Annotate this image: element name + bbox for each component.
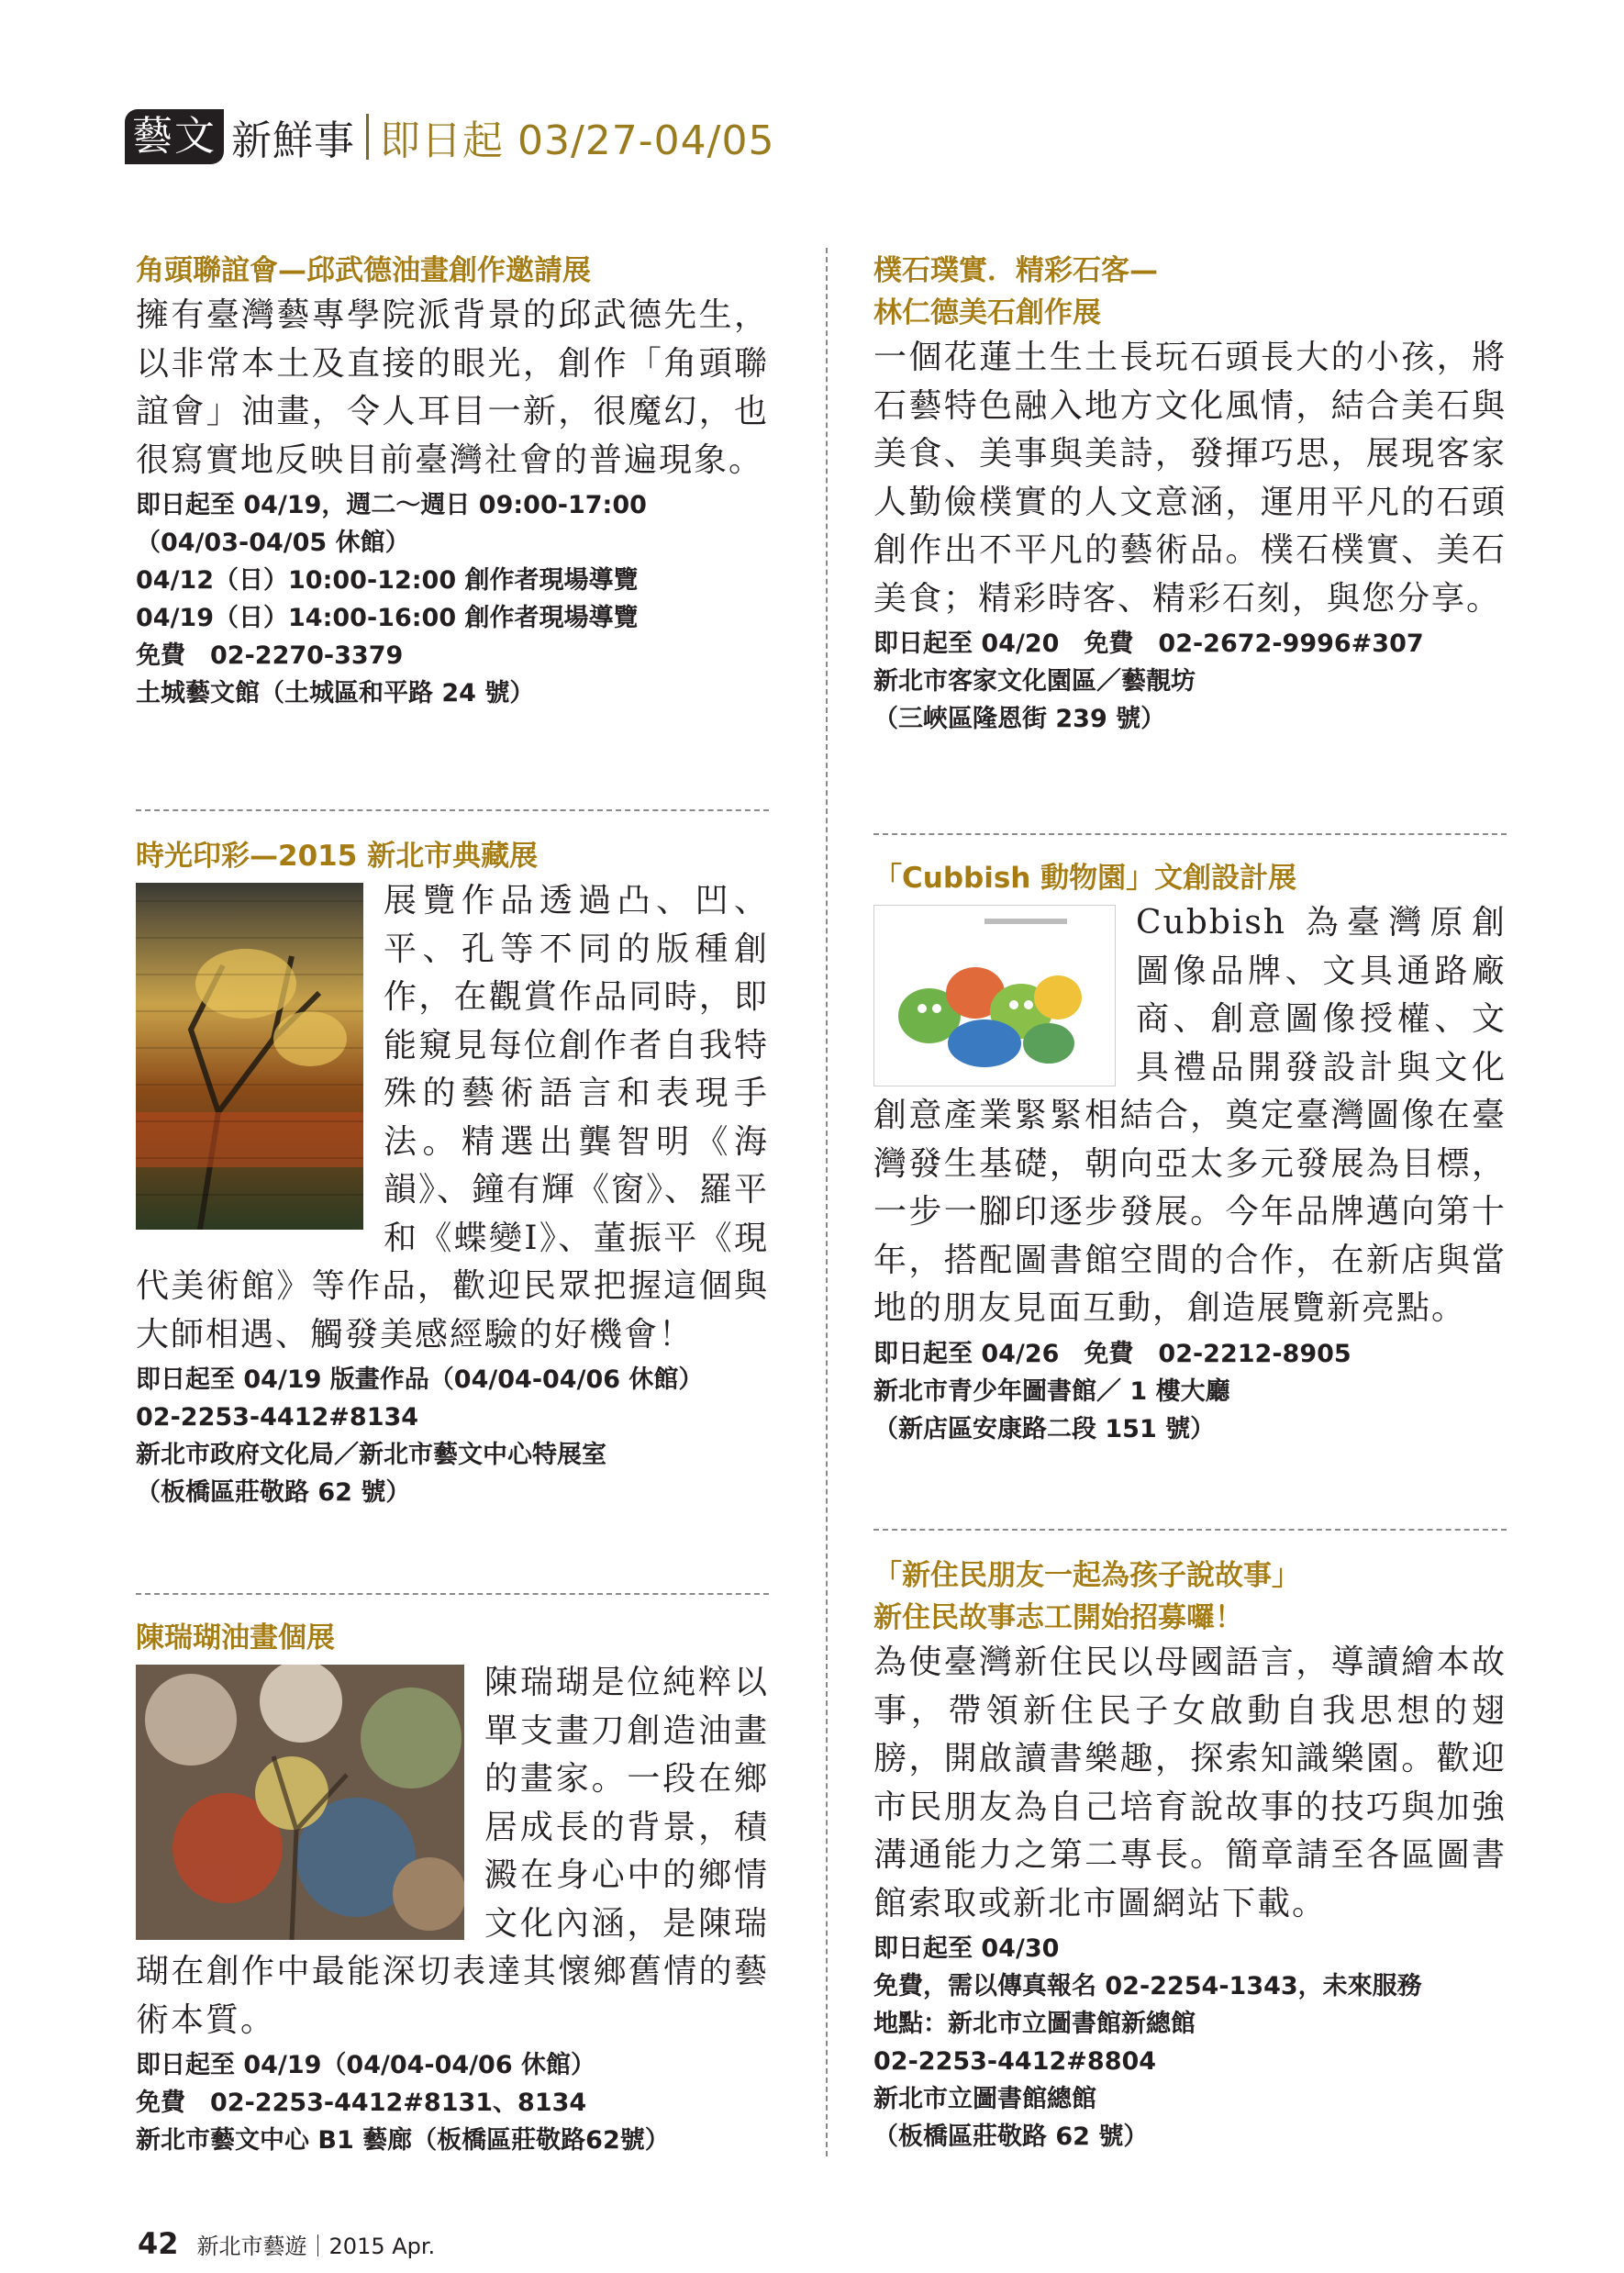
article-info [136,1361,769,1511]
artwork-image [136,1665,464,1940]
page-footer [138,2226,435,2261]
article-card [136,250,769,712]
article-title [873,250,1507,334]
article-card [873,1554,1507,2156]
article-info [873,625,1507,738]
header-date-range: 即日起 03/27-04/05 [380,117,775,164]
page-header [125,108,774,165]
article-card [136,835,769,1511]
article-info [136,486,769,712]
title-line: 「新住民朋友一起為孩子說故事」 [873,1559,1300,1592]
info-line: 即日起至 04/19，週二～週日 09:00-17:00 [136,491,647,519]
article-card [873,857,1507,1448]
article-info [136,2046,769,2159]
section-badge: 藝文 [125,109,224,164]
info-line: 即日起至 04/19 版畫作品（04/04-04/06 休館） [136,1365,704,1394]
info-line: 即日起至 04/26 免費 02-2212-8905 [873,1339,1351,1368]
info-line: 02-2253-4412#8804 [873,2047,1157,2076]
article-body: 為使臺灣新住民以母國語言，導讀繪本故事，帶領新住民子女啟動自我思想的翅膀，開啟讀書樂趣，探索知識樂園。歡迎市民朋友為自己培育說故事的技巧與加強溝通能力之第二專長。簡章請至各區圖書館索取或新北市圖網站下載。 [873,1643,1507,1922]
column-divider [826,248,828,2156]
article-body: 一個花蓮土生土長玩石頭長大的小孩，將石藝特色融入地方文化風情，結合美石與美食、美事與美詩，發揮巧思，展現客家人勤儉樸實的人文意涵，運用平凡的石頭創作出不平凡的藝術品。樸石樸實、美石美食；精彩時客、精彩石刻，與您分享。 [873,339,1507,618]
info-line: 02-2253-4412#8134 [136,1403,419,1432]
article-title: 陳瑞瑚油畫個展 [136,1621,335,1655]
article-body: 展覽作品透過凸、凹、平、孔等不同的版種創作，在觀賞作品同時，即能窺見每位創作者自我特殊的藝術語言和表現手法。精選出龔智明《海韻》、鐘有輝《窗》、羅平和《蝶變I》、董振平《現代美術館》等作品，歡迎民眾把握這個與大師相遇、觸發美感經驗的好機會！ [136,882,770,1354]
article-title: 角頭聯誼會—邱武德油畫創作邀請展 [136,254,591,287]
info-line: 新北市青少年圖書館／ 1 樓大廳 [873,1376,1230,1406]
product-image [873,905,1116,1086]
title-line: 新住民故事志工開始招募囉！ [873,1601,1243,1634]
article-info [873,1335,1507,1448]
info-line: （三峽區隆恩街 239 號） [873,705,1166,733]
page-number: 42 [138,2226,179,2261]
artwork-image [136,883,363,1230]
publication-name: 新北市藝遊｜2015 Apr. [196,2234,436,2259]
article-card [136,1617,769,2159]
article-title [873,1554,1507,1639]
article-title: 「Cubbish 動物園」文創設計展 [873,862,1297,895]
info-line: 即日起至 04/30 [873,1934,1060,1963]
info-line: 免費 02-2253-4412#8131、8134 [136,2089,587,2117]
info-line: 地點：新北市立圖書館新總館 [873,2010,1196,2038]
article-separator [136,1593,769,1595]
info-line: 免費，需以傳真報名 02-2254-1343，未來服務 [873,1972,1422,2000]
article-body: Cubbish 為臺灣原創圖像品牌、文具通路廠商、創意圖像授權、文具禮品開發設計與文化創意產業緊緊相結合，奠定臺灣圖像在臺灣發生基礎，朝向亞太多元發展為目標，一步一腳印逐步發展。今年品牌邁向第十年，搭配圖書館空間的合作，在新店與當地的朋友見面互動，創造展覽新亮點。 [873,904,1507,1327]
info-line: 即日起至 04/20 免費 02-2672-9996#307 [873,630,1424,658]
info-line: （板橋區莊敬路 62 號） [136,1478,411,1507]
info-line: 即日起至 04/19（04/04-04/06 休館） [136,2051,596,2079]
info-line: 土城藝文館（土城區和平路 24 號） [136,679,535,708]
article-title: 時光印彩—2015 新北市典藏展 [136,840,539,873]
info-line: 新北市客家文化園區／藝靚坊 [873,667,1196,696]
article-separator [873,833,1507,835]
info-line: （板橋區莊敬路 62 號） [873,2123,1149,2151]
info-line: 免費 02-2270-3379 [136,641,404,670]
section-subtitle: 新鮮事 [231,117,355,164]
article-info [873,1930,1507,2156]
info-line: 04/19（日）14:00-16:00 創作者現場導覽 [136,604,639,632]
article-body: 陳瑞瑚是位純粹以單支畫刀創造油畫的畫家。一段在鄉居成長的背景，積澱在身心中的鄉情文化內涵，是陳瑞瑚在創作中最能深切表達其懷鄉舊情的藝術本質。 [136,1664,769,2039]
info-line: 新北市藝文中心 B1 藝廊（板橋區莊敬路62號） [136,2126,670,2155]
article-separator [873,1529,1507,1531]
info-line: 04/12（日）10:00-12:00 創作者現場導覽 [136,566,639,595]
article-body: 擁有臺灣藝專學院派背景的邱武德先生，以非常本土及直接的眼光，創作「角頭聯誼會」油畫，令人耳目一新，很魔幻，也很寫實地反映目前臺灣社會的普遍現象。 [136,296,769,479]
article-separator [136,809,769,811]
header-divider [366,114,369,160]
info-line: 新北市立圖書館總館 [873,2085,1096,2113]
info-line: 新北市政府文化局／新北市藝文中心特展室 [136,1441,606,1469]
info-line: （04/03-04/05 休館） [136,529,410,557]
info-line: （新店區安康路二段 151 號） [873,1414,1216,1443]
title-line: 林仁德美石創作展 [873,296,1101,329]
title-line: 樸石璞實．精彩石客— [873,254,1158,287]
article-card [873,250,1507,738]
